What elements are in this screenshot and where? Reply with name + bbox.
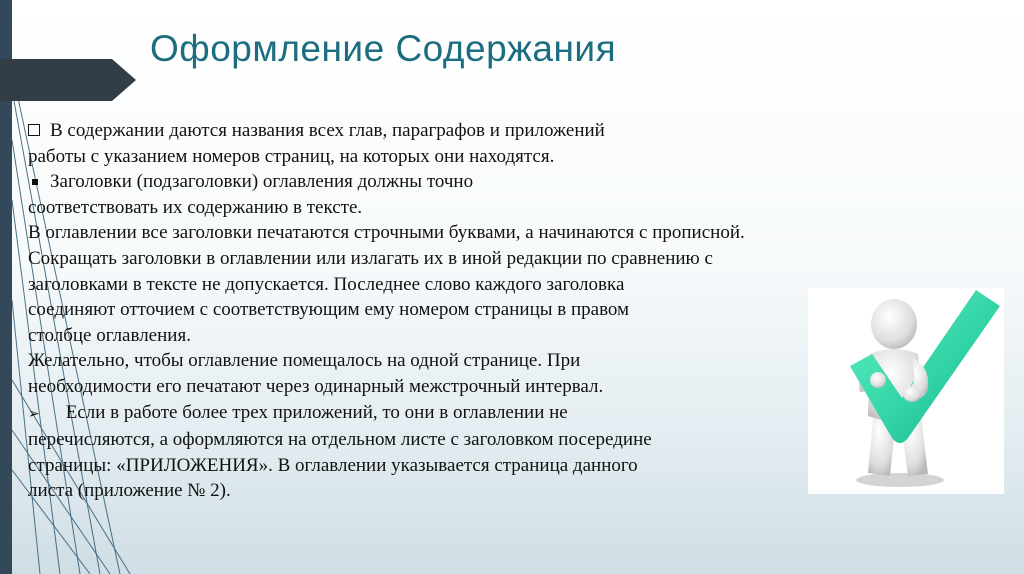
title-accent-bar xyxy=(0,59,136,101)
body-line-text: соединяют отточием с соответствующим ему номером страницы в правом xyxy=(28,299,630,321)
body-line xyxy=(28,323,908,349)
body-line-text: В содержании даются названия всех глав, параграфов и приложений xyxy=(50,120,605,141)
body-line-text: столбце оглавления. xyxy=(28,324,191,346)
body-line-text: работы с указанием номеров страниц, на которых они находятся. xyxy=(28,145,555,167)
body-line-text: соответствовать их содержанию в тексте. xyxy=(28,196,363,218)
body-line-text: Если в работе более трех приложений, то они в оглавлении не xyxy=(65,401,568,423)
body-line xyxy=(28,297,908,323)
body-line xyxy=(28,374,908,400)
body-line-text: Заголовки (подзаголовки) оглавления должны точно xyxy=(50,171,474,193)
body-line xyxy=(28,272,908,298)
body-line xyxy=(28,478,908,504)
body-line xyxy=(28,220,908,246)
body-line-text: необходимости его печатают через одинарный межстрочный интервал. xyxy=(28,375,604,397)
body-line xyxy=(28,348,908,374)
body-line xyxy=(28,427,908,453)
body-line xyxy=(28,400,908,428)
body-line-text: перечисляются, а оформляются на отдельном листе с заголовком посередине xyxy=(28,429,652,451)
checkbox-bullet-icon xyxy=(28,124,40,136)
square-bullet-icon xyxy=(32,179,38,185)
slide-title: Оформление Содержания xyxy=(150,28,617,69)
body-line-text: листа (приложение № 2). xyxy=(28,480,231,502)
body-line-text: В оглавлении все заголовки печатаются строчными буквами, а начинаются с прописной. xyxy=(28,222,745,244)
person-checkmark-image xyxy=(808,288,1004,494)
body-line xyxy=(28,118,908,144)
body-line-text: страницы: «ПРИЛОЖЕНИЯ». В оглавлении указывается страница данного xyxy=(28,454,638,476)
slide-body-text xyxy=(28,118,908,504)
body-line xyxy=(28,144,908,170)
body-line-text: заголовками в тексте не допускается. Последнее слово каждого заголовка xyxy=(28,273,625,295)
body-line xyxy=(28,169,908,195)
body-line-text: Сокращать заголовки в оглавлении или излагать их в иной редакции по сравнению с xyxy=(28,247,713,269)
body-line xyxy=(28,246,908,272)
body-line xyxy=(28,453,908,479)
body-line-text: Желательно, чтобы оглавление помещалось на одной странице. При xyxy=(28,350,581,372)
body-line xyxy=(28,195,908,221)
person-holding-checkmark-icon xyxy=(808,288,1004,494)
arrow-bullet-icon: ➢ xyxy=(28,405,40,422)
